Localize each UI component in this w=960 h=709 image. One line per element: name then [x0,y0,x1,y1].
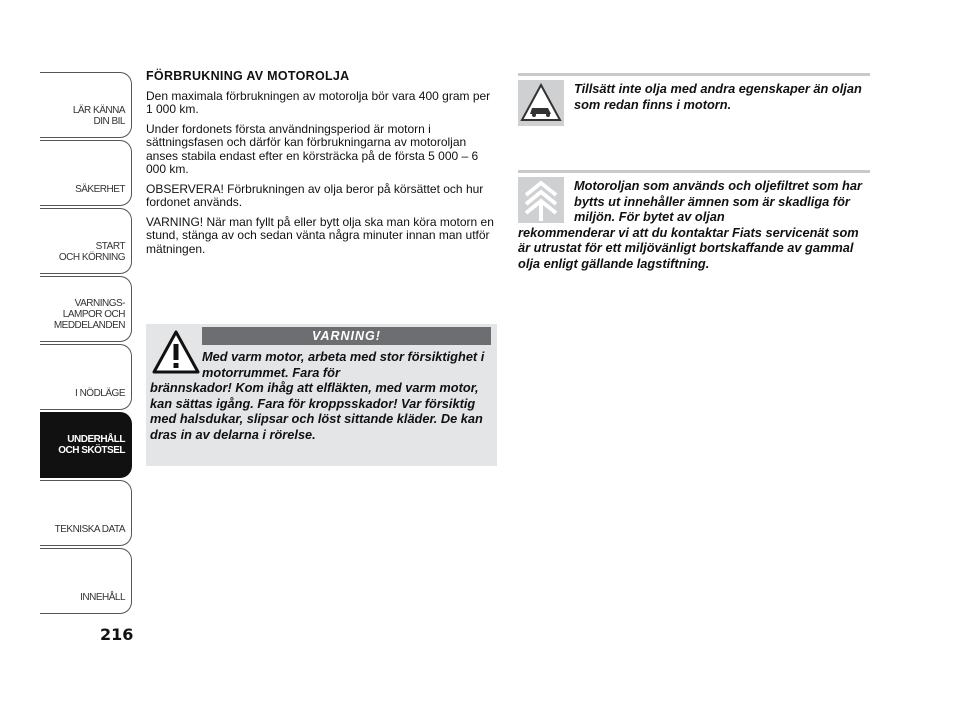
note-text [518,81,870,112]
tab-varningslampor[interactable] [40,276,132,342]
tab-label: UNDERHÅLL OCH SKÖTSEL [58,434,125,456]
paragraph: Under fordonets första användningsperiod är motorn i sättningsfasen och därför kan förbrukningarna av motoroljan anses stabila endast efter en körsträcka på de första 5 000 – 6 000 km. [146,121,479,176]
tab-label: I NÖDLÄGE [75,388,125,399]
paragraph: VARNING! När man fyllt på eller bytt olja ska man köra motorn en stund, stänga av och sedan vänta några minuter innan man utför mätningen. [146,214,494,256]
tab-start[interactable] [40,208,132,274]
tab-label: INNEHÅLL [80,592,125,603]
tab-label: TEKNISKA DATA [54,524,125,535]
note-lead: Tillsätt inte olja med andra egenskaper än oljan som redan finns i motorn. [574,81,862,112]
note-text [518,178,870,271]
warning-text [150,349,492,442]
warning-box [146,324,497,466]
note-rule [518,73,870,76]
tab-label: SÄKERHET [75,184,125,195]
paragraph: Den maximala förbrukningen av motorolja bör vara 400 gram per 1 000 km. [146,88,491,116]
section-title: FÖRBRUKNING AV MOTOROLJA [146,69,350,83]
warning-lead: Med varm motor, arbeta med stor försiktighet i motorrummet. Fara för [202,349,485,380]
tab-label: START OCH KÖRNING [58,241,125,263]
tab-label: LÄR KÄNNA DIN BIL [72,105,125,127]
paragraph: OBSERVERA! Förbrukningen av olja beror på körsättet och hur fordonet används. [146,181,484,209]
tab-lar-kanna[interactable] [40,72,132,138]
tab-innehall[interactable] [40,548,132,614]
warning-heading: VARNING! [202,327,491,345]
note-body: rekommenderar vi att du kontaktar Fiats servicenät som är utrustat för ett miljövänligt bortskaffande av gammal olja enligt gällande lagstiftning. [518,224,859,271]
note-rule [518,170,870,173]
tab-label: VARNINGS- LAMPOR OCH MEDDELANDEN [53,298,125,331]
tab-sakerhet[interactable] [40,140,132,206]
page-number: 216 [100,625,134,644]
tab-i-nodlage[interactable] [40,344,132,410]
warning-body: brännskador! Kom ihåg att elfläkten, med varm motor, kan sättas igång. Fara för kroppsskador! Var försiktig med halsdukar, slipsar och löst sittande kläder. De kan dras in av delarna i rörelse. [150,380,483,442]
note-lead: Motoroljan som används och oljefiltret som har bytts ut innehåller ämnen som är skadliga för miljön. För bytet av oljan [574,178,862,224]
note-oil-type [518,73,870,133]
main-text-column [146,70,496,262]
note-environment [518,170,870,300]
tab-tekniska-data[interactable] [40,480,132,546]
tab-underhall[interactable] [40,412,132,478]
